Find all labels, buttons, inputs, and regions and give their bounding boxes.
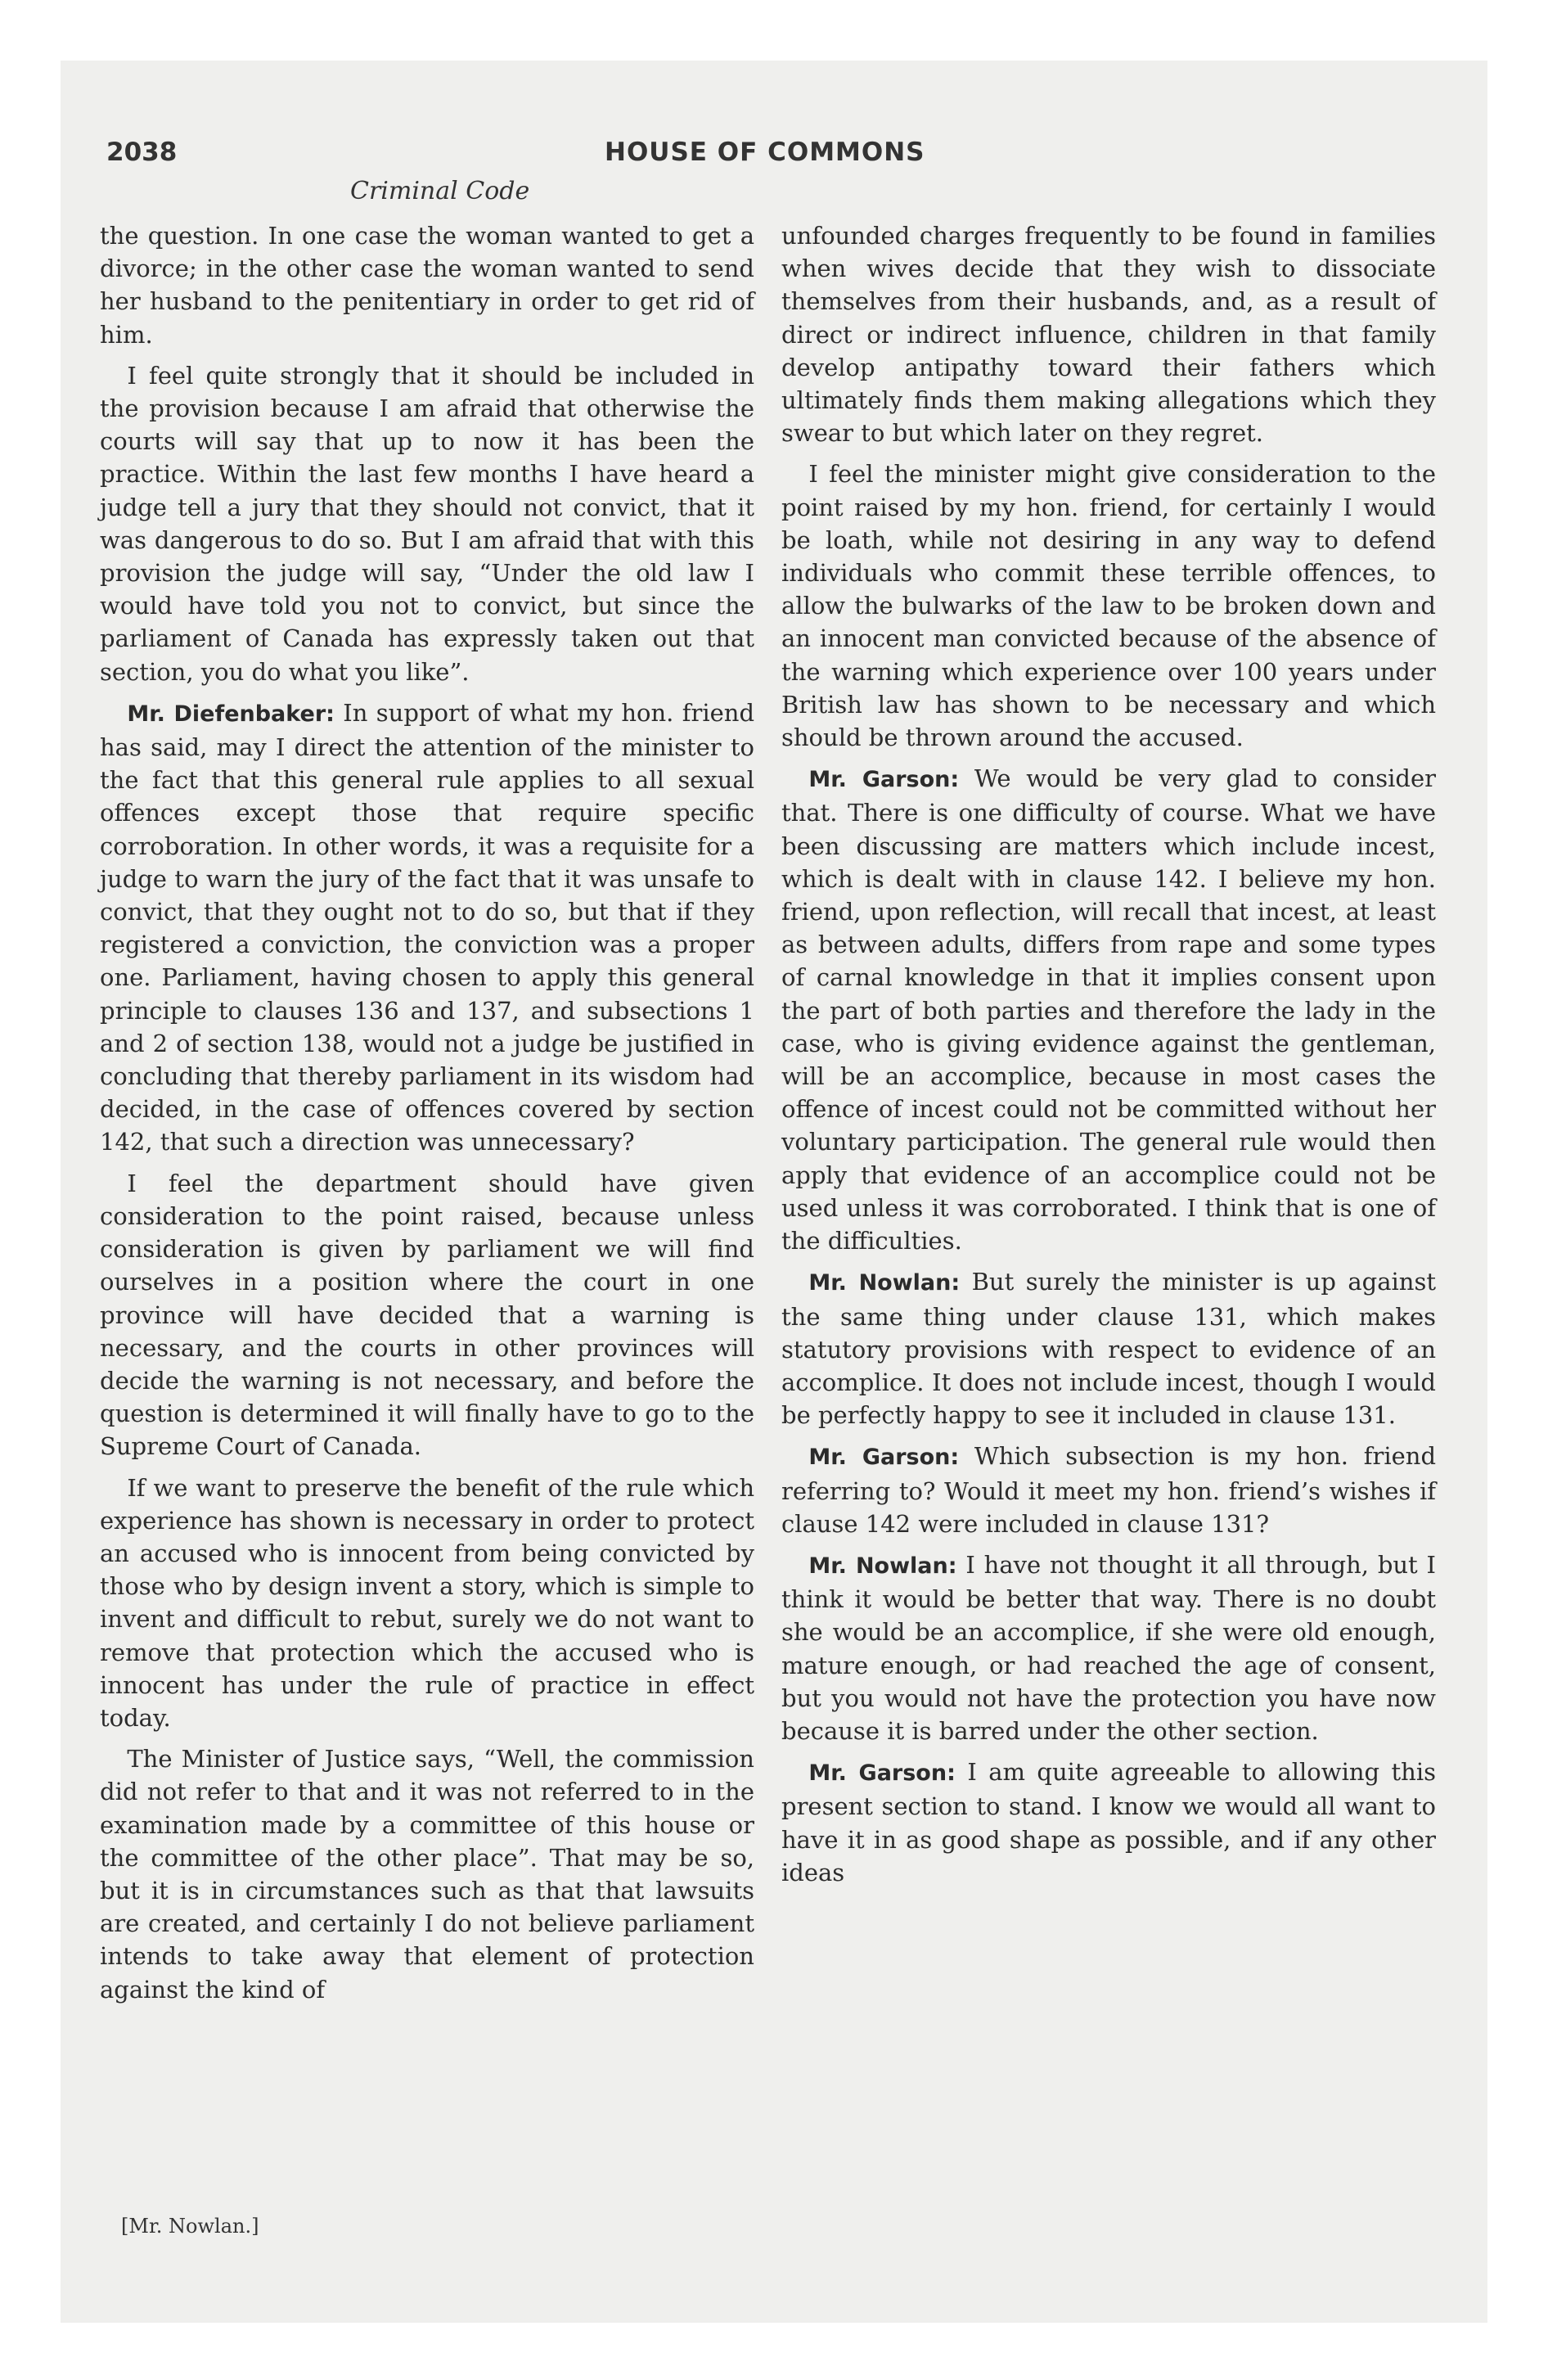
right-column (781, 219, 1436, 1897)
speaker-name: Mr. Garson: (808, 1760, 956, 1787)
paragraph (781, 1265, 1436, 1431)
running-head: HOUSE OF COMMONS (605, 137, 925, 167)
page-number: 2038 (106, 137, 178, 167)
section-subhead: Criminal Code (350, 177, 530, 205)
paragraph: If we want to preserve the benefit of the rule which experience has shown is necessary in order to protect an accused who is innocent from being convicted by those who by design invent a story, which is simple to invent and difficult to rebut, surely we do not want to remove that protection which the accused who is innocent has under the rule of practice in effect today. (100, 1473, 754, 1732)
paragraph (781, 1548, 1436, 1747)
paragraph: unfounded charges frequently to be found in families when wives decide that they wish to dissociate themselves from their husbands, and, as a result of direct or indirect influence, children in that family develop antipathy toward their fathers which ultimately finds them making allegations which they swear to but which later on they regret. (781, 222, 1436, 448)
speech-text: I am quite agreeable to allowing this present section to stand. I know we would all want to have it in as good shape as possible, and if any other ideas (781, 1758, 1437, 1886)
speaker-name: Mr. Garson: (808, 767, 960, 793)
paragraph: I feel the department should have given consideration to the point raised, because unless consideration is given by parliament we will find ourselves in a position where the court in one province will have decided that a warning is necessary, and the courts in other provinces will decide the warning is not necessary, and before the question is determined it will finally have to go to the Supreme Court of Canada. (100, 1169, 754, 1461)
paragraph: I feel the minister might give consideration to the point raised by my hon. friend, for certainly I would be loath, while not desiring in any way to defend individuals who commit these terrible offences, to allow the bulwarks of the law to be broken down and an innocent man convicted because of the absence of the warning which experience over 100 years under British law has shown to be necessary and which should be thrown around the accused. (781, 460, 1436, 752)
speaker-name: Mr. Nowlan: (808, 1270, 961, 1296)
footer-speaker-reference: [Mr. Nowlan.] (121, 2215, 259, 2238)
paragraph (781, 762, 1436, 1257)
speaker-name: Mr. Diefenbaker: (127, 701, 335, 727)
speaker-name: Mr. Garson: (808, 1445, 960, 1471)
paragraph: the question. In one case the woman wanted to get a divorce; in the other case the woman wanted to send her husband to the penitentiary in order to get rid of him. (100, 222, 754, 349)
paragraph (781, 1440, 1436, 1540)
paragraph: The Minister of Justice says, “Well, the commission did not refer to that and it was not referred to in the examination made by a committee of this house or the committee of the other place”. That may be so, but it is in circumstances such as that that lawsuits are created, and certainly I do not believe parliament intends to take away that element of protection against the kind of (100, 1745, 754, 2004)
speech-text: Which subsection is my hon. friend referring to? Would it meet my hon. friend’s wishes if clause 142 were included in clause 131? (781, 1442, 1437, 1538)
speech-text: We would be very glad to consider that. There is one difficulty of course. What we have been discussing are matters which include incest, which is dealt with in clause 142. I believe my hon. friend, upon reflection, will recall that incest, at least as between adults, differs from rape and some types of carnal knowledge in that it implies consent upon the part of both parties and therefore the lady in the case, who is giving evidence against the gentleman, will be an accomplice, because in most cases the offence of incest could not be committed without her voluntary participation. The general rule would then apply that evidence of an accomplice could not be used unless it was corroborated. I think that is one of the difficulties. (781, 764, 1436, 1255)
speaker-name: Mr. Nowlan: (808, 1553, 957, 1579)
speech-text: But surely the minister is up against the same thing under clause 131, which makes statutory provisions with respect to evidence of an accomplice. It does not include incest, though I would be perfectly happy to see it included in clause 131. (781, 1268, 1436, 1430)
left-column (100, 219, 754, 2014)
paragraph (100, 696, 754, 1159)
paragraph (781, 1756, 1436, 1889)
paragraph: I feel quite strongly that it should be included in the provision because I am afraid that otherwise the courts will say that up to now it has been the practice. Within the last few months I have heard a judge tell a jury that they should not convict, that it was dangerous to do so. But I am afraid that with this provision the judge will say, “Under the old law I would have told you not to convict, but since the parliament of Canada has expressly taken out that section, you do what you like”. (100, 361, 754, 686)
page-header (106, 137, 967, 175)
speech-text: I have not thought it all through, but I think it would be better that way. There is no doubt she would be an accomplice, if she were old enough, mature enough, or had reached the age of consent, but you would not have the protection you have now because it is barred under the other section. (781, 1550, 1436, 1745)
speech-text: In support of what my hon. friend has said, may I direct the attention of the minister to the fact that this general rule applies to all sexual offences except those that require specific corroboration. In other words, it was a requisite for a judge to warn the jury of the fact that it was unsafe to convict, that they ought not to do so, but that if they registered a conviction, the conviction was a proper one. Parliament, having chosen to apply this general principle to clauses 136 and 137, and subsections 1 and 2 of section 138, would not a judge be justified in concluding that thereby parliament in its wisdom had decided, in the case of offences covered by section 142, that such a direction was unnecessary? (100, 698, 755, 1156)
